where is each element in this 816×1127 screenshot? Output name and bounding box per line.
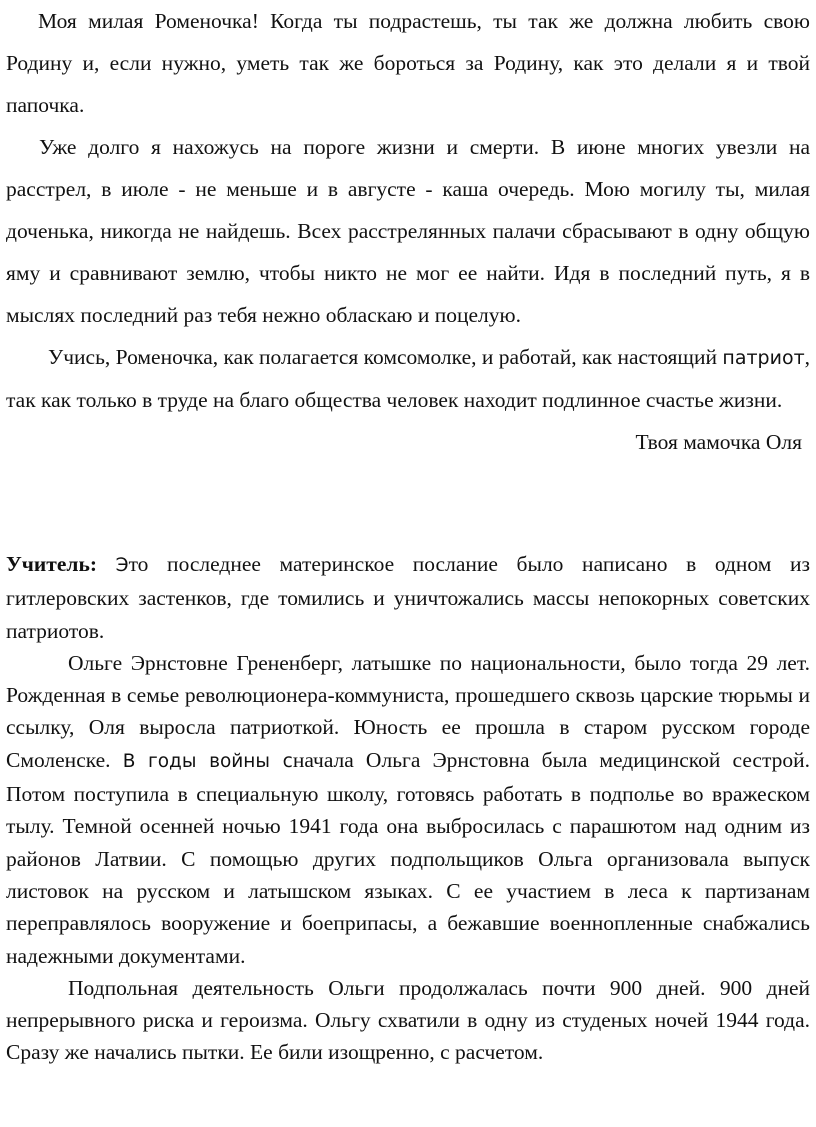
letter-p3-word-patriot: патриот [722, 347, 805, 369]
letter-signature: Твоя мамочка Оля [635, 430, 802, 454]
teacher-paragraph-1 [6, 548, 810, 647]
teacher-paragraph-2 [6, 647, 810, 972]
speaker-label: Учитель: [6, 552, 97, 576]
teacher-p3-text: Подпольная деятельность Ольги продолжалась почти 900 дней. 900 дней непрерывного риска и героизма. Ольгу схватили в одну из студеных ночей 1944 года. Сразу же начались пытки. Ее били изощренно, с расчетом. [6, 975, 810, 1065]
teacher-paragraph-3 [6, 972, 810, 1069]
letter-p3-text-b: , так как только в труде на благо общества человек находит подлинное счастье жизни. [6, 345, 811, 412]
letter-p1-text: Моя милая Роменочка! Когда ты подрастешь, ты так же должна любить свою Родину и, если нужно, уметь так же бороться за Родину, как это делали я и твой папочка. [6, 9, 810, 117]
letter-p3-text-a: Учись, Роменочка, как полагается комсомолке, и работай, как настоящий [48, 345, 717, 369]
letter-p2-text: Уже долго я нахожусь на пороге жизни и смерти. В июне многих увезли на расстрел, в июле - не меньше и в августе - каша очередь. Мою могилу ты, милая доченька, никогда не найдешь. Всех расстрелянных палачи сбрасывают в одну общую яму и сравнивают землю, чтобы никто не мог ее найти. Идя в последний путь, я в мыслях последний раз тебя нежно обласкаю и поцелую. [6, 135, 810, 327]
teacher-p2-text-a: Ольге Эрнстовне Грененберг, латышке по национальности, было тогда 29 лет. Рожденная в семье революционера-коммуниста, прошедшего сквозь царские тюрьмы и ссылку, Оля выросла патриоткой. Юность ее прошла в старом русском городе Смоленске. [6, 650, 810, 772]
letter-paragraph-1 [6, 0, 810, 126]
teacher-p2-sans-fragment: В годы войны с [122, 750, 293, 772]
teacher-p1-initial: Э [115, 555, 129, 576]
letter-paragraph-3 [6, 336, 810, 421]
mother-letter [6, 0, 810, 463]
teacher-commentary [6, 548, 810, 1069]
letter-paragraph-2 [6, 126, 810, 336]
teacher-p1-text: то последнее материнское послание было написано в одном из гитлеровских застенков, где томились и уничтожались массы непокорных советских патриотов. [6, 552, 811, 643]
teacher-p2-text-b: начала Ольга Эрнстовна была медицинской сестрой. Потом поступила в специальную школу, готовясь работать в подполье во вражеском тылу. Темной осенней ночью 1941 года она выбросилась с парашютом над одним из районов Латвии. С помощью других подпольщиков Ольга организовала выпуск листовок на русском и латышском языках. С ее участием в леса к партизанам переправлялось вооружение и боеприпасы, а бежавшие военнопленные снабжались надежными документами. [6, 747, 810, 968]
